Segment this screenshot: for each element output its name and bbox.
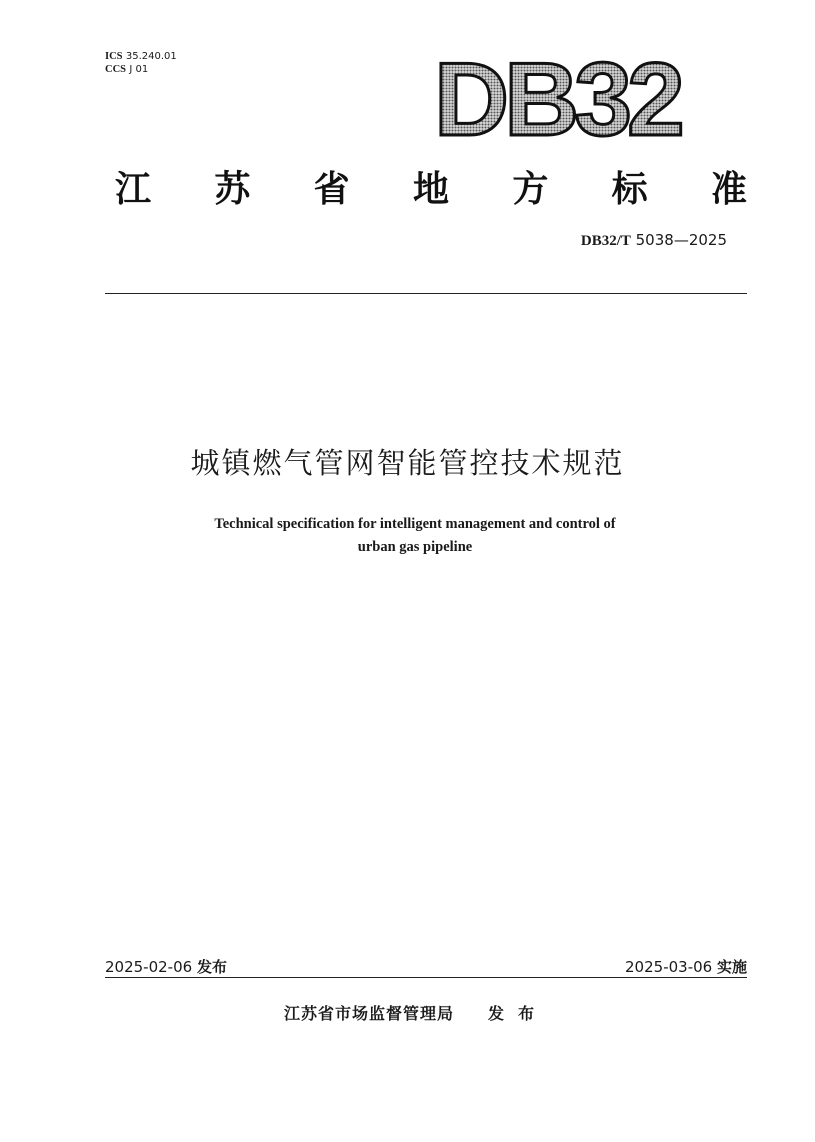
classification-codes xyxy=(105,50,177,76)
implementation-date xyxy=(625,956,747,977)
header-char: 苏 xyxy=(214,168,251,210)
standard-number-code: 5038—2025 xyxy=(630,231,727,249)
document-title-english xyxy=(0,513,815,559)
header-char: 省 xyxy=(313,168,350,210)
standard-category-title xyxy=(115,158,747,214)
header-char: 方 xyxy=(512,168,549,210)
standard-number xyxy=(581,231,727,250)
issuing-authority xyxy=(284,1001,548,1024)
standard-number-prefix: DB32/T xyxy=(580,233,631,249)
issue-date-value: 2025-02-06 xyxy=(105,958,193,976)
issue-date xyxy=(105,956,227,977)
document-title-chinese: 城镇燃气管网智能管控技术规范 xyxy=(190,446,625,480)
english-title-line-2: urban gas pipeline xyxy=(357,539,473,555)
db32-logo-graphic xyxy=(430,42,695,152)
header-char: 江 xyxy=(115,168,152,210)
header-char: 准 xyxy=(710,168,747,210)
header-char: 地 xyxy=(412,168,449,210)
header-char: 标 xyxy=(611,168,648,210)
bottom-divider xyxy=(105,977,747,978)
issuer-name: 江苏省市场监督管理局 xyxy=(284,1004,455,1023)
svg-text:DB32: DB32 xyxy=(434,42,680,152)
issuer-action: 发布 xyxy=(488,1004,549,1023)
ccs-label: CCS xyxy=(105,64,127,75)
ics-value: 35.240.01 xyxy=(125,51,177,62)
implementation-date-value: 2025-03-06 xyxy=(625,958,713,976)
ics-code xyxy=(105,50,177,63)
issue-date-label: 发布 xyxy=(196,958,227,976)
english-title-line-1: Technical specification for intelligent management and control of xyxy=(214,516,616,532)
implementation-date-label: 实施 xyxy=(716,958,747,976)
ccs-value: J 01 xyxy=(129,64,149,75)
ccs-code xyxy=(105,63,177,76)
top-divider xyxy=(105,293,747,294)
ics-label: ICS xyxy=(105,51,123,62)
db32-logo xyxy=(430,42,695,152)
